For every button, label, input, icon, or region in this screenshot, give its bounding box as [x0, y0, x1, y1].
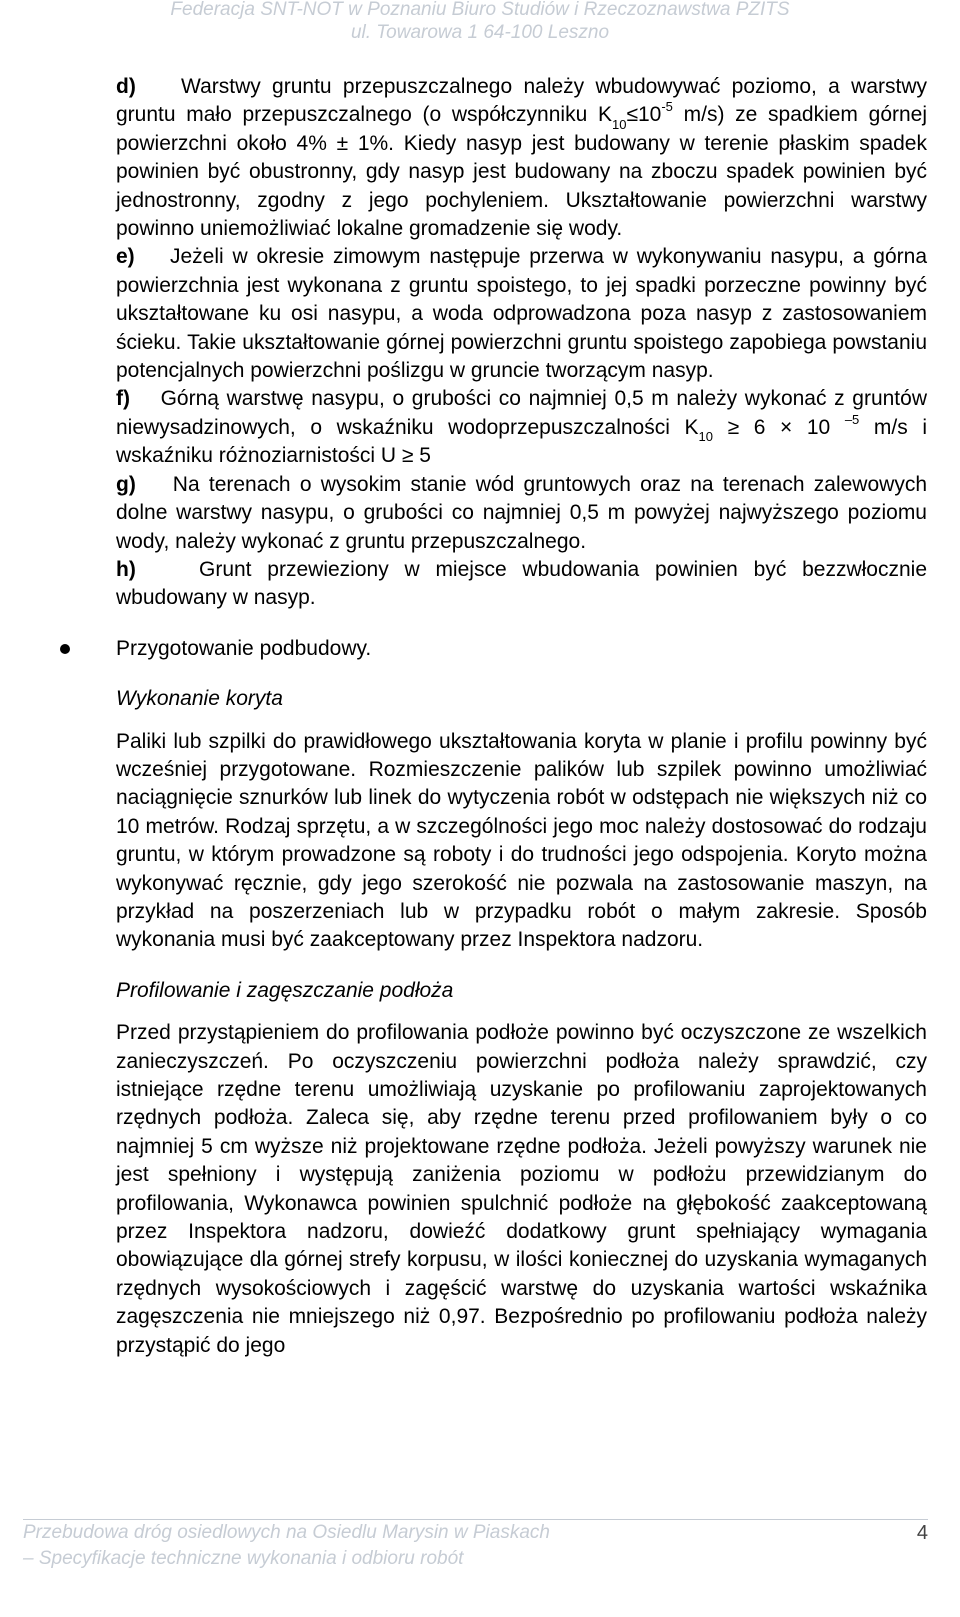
- item-f-text-1: Górną warstwę nasypu, o grubości co najmniej 0,5 m należy wykonać z gruntów niewysadzinowych, o wskaźniku wodoprzepuszczalności K: [116, 387, 927, 439]
- item-d-base: 10: [637, 103, 662, 127]
- item-d-marker: d): [116, 75, 136, 98]
- item-g: [116, 471, 927, 556]
- item-d-exponent: -5: [661, 99, 673, 115]
- item-e-marker: e): [116, 245, 135, 269]
- item-g-marker: g): [116, 472, 136, 496]
- header-address: ul. Towarowa 1 64-100 Leszno: [350, 22, 610, 43]
- item-h-marker: h): [116, 557, 136, 581]
- bullet-text: Przygotowanie podbudowy.: [116, 636, 372, 660]
- header-org-name: Federacja SNT-NOT w Poznaniu Biuro Studiów i Rzeczoznawstwa PZITS: [170, 0, 790, 20]
- page-number: 4: [916, 1522, 928, 1544]
- item-f-subscript: 10: [698, 429, 713, 445]
- footer-doc-type: – Specyfikacje techniczne wykonania i odbioru robót: [23, 1548, 464, 1569]
- item-d-relation: ≤: [626, 103, 638, 127]
- footer-project-title: [23, 1522, 928, 1544]
- item-h-text: Grunt przewieziony w miejsce wbudowania powinien być bezzwłocznie wbudowany w nasyp.: [116, 557, 928, 610]
- item-d: [116, 73, 927, 243]
- item-f-exponent: –5: [844, 411, 860, 427]
- item-d-subscript: 10: [611, 116, 627, 132]
- footer-project-title-text: Przebudowa dróg osiedlowych na Osiedlu Marysin w Piaskach: [23, 1522, 550, 1543]
- section-heading-profilowanie: Profilowanie i zagęszczanie podłoża: [116, 978, 454, 1002]
- section-text-koryto: Paliki lub szpilki do prawidłowego ukształtowania koryta w planie i profilu powinny być wcześniej przygotowane. Rozmieszczenie palików lub szpilek powinno umożliwiać naciągnięcie sznurków lub linek do wytyczenia robót w odstępach nie większych niż co 10 metrów. Rodzaj sprzętu, a w szczególności jego moc należy dostosować do rodzaju gruntu, w którym prowadzone są roboty i do trudności jego odspojenia. Koryto można wykonywać ręcznie, gdy jego szerokość nie pozwala na zastosowanie maszyn, na przykład na poszerzeniach lub w przypadku robót o małym zakresie. Sposób wykonania musi być zaakceptowany przez Inspektora nadzoru.: [116, 729, 927, 952]
- item-d-text-1: Warstwy gruntu przepuszczalnego należy wbudowywać poziomo, a warstwy gruntu mało przepuszczalnego (o współczynniku K: [116, 75, 927, 127]
- bullet-dot-icon: [60, 644, 70, 654]
- item-h: [116, 556, 927, 613]
- item-e-text: Jeżeli w okresie zimowym następuje przerwa w wykonywaniu nasypu, a górna powierzchnia jest wykonana z gruntu spoistego, to jej spadki porzeczne powinny być ukształtowane ku osi nasypu, a woda odprowadzona poza nasyp z zastosowaniem ścieku. Takie ukształtowanie górnej powierzchni gruntu spoistego zapobiega powstaniu potencjalnych powierzchni poślizgu w gruncie tworzącym nasyp.: [116, 245, 928, 383]
- document-body: [116, 73, 927, 1360]
- item-f-relation: ≥ 6 × 10: [712, 415, 845, 439]
- footer-divider: [23, 1519, 928, 1520]
- item-f-marker: f): [116, 387, 130, 411]
- item-f: [116, 385, 927, 470]
- item-e: [116, 243, 927, 385]
- item-d-text-2: m/s) ze spadkiem górnej powierzchni około 4% ± 1%. Kiedy nasyp jest budowany w terenie płaskim spadek powinien być obustronny, gdy nasyp jest budowany na zboczu spadek powinien być jednostronny, zgodny z jego pochyleniem. Ukształtowanie powierzchni warstwy powinno uniemożliwiać lokalne gromadzenie się wody.: [116, 103, 928, 241]
- bullet-item: [116, 635, 927, 663]
- item-g-text: Na terenach o wysokim stanie wód gruntowych oraz na terenach zalewowych dolne warstwy nasypu, o grubości co najmniej 0,5 m powyżej najwyższego poziomu wody, należy wykonać z gruntu przepuszczalnego.: [116, 472, 927, 553]
- section-heading-koryto: Wykonanie koryta: [116, 687, 283, 711]
- section-text-profilowanie: Przed przystąpieniem do profilowania podłoże powinno być oczyszczone ze wszelkich zanieczyszczeń. Po oczyszczeniu powierzchni podłoża należy sprawdzić, czy istniejące rzędne terenu umożliwiają uzyskanie po profilowaniu zaprojektowanych rzędnych podłoża. Zaleca się, aby rzędne terenu przed profilowaniem były o co najmniej 5 cm wyższe niż projektowane rzędne podłoża. Jeżeli powyższy warunek nie jest spełniony i występują zaniżenia poziomu w podłożu przewidzianym do profilowania, Wykonawca powinien spulchnić podłoże na głębokość zaakceptowaną przez Inspektora nadzoru, dowieźć dodatkowy grunt spełniający wymagania obowiązujące dla górnej strefy korpusu, w ilości koniecznej do uzyskania wymaganych rzędnych wysokościowych i zagęścić warstwę do uzyskania wartości wskaźnika zagęszczenia nie mniejszego niż 0,97. Bezpośrednio po profilowaniu podłoża należy przystąpić do jego: [116, 1021, 927, 1357]
- item-f-text-2: m/s i wskaźniku różnoziarnistości U ≥ 5: [116, 415, 927, 468]
